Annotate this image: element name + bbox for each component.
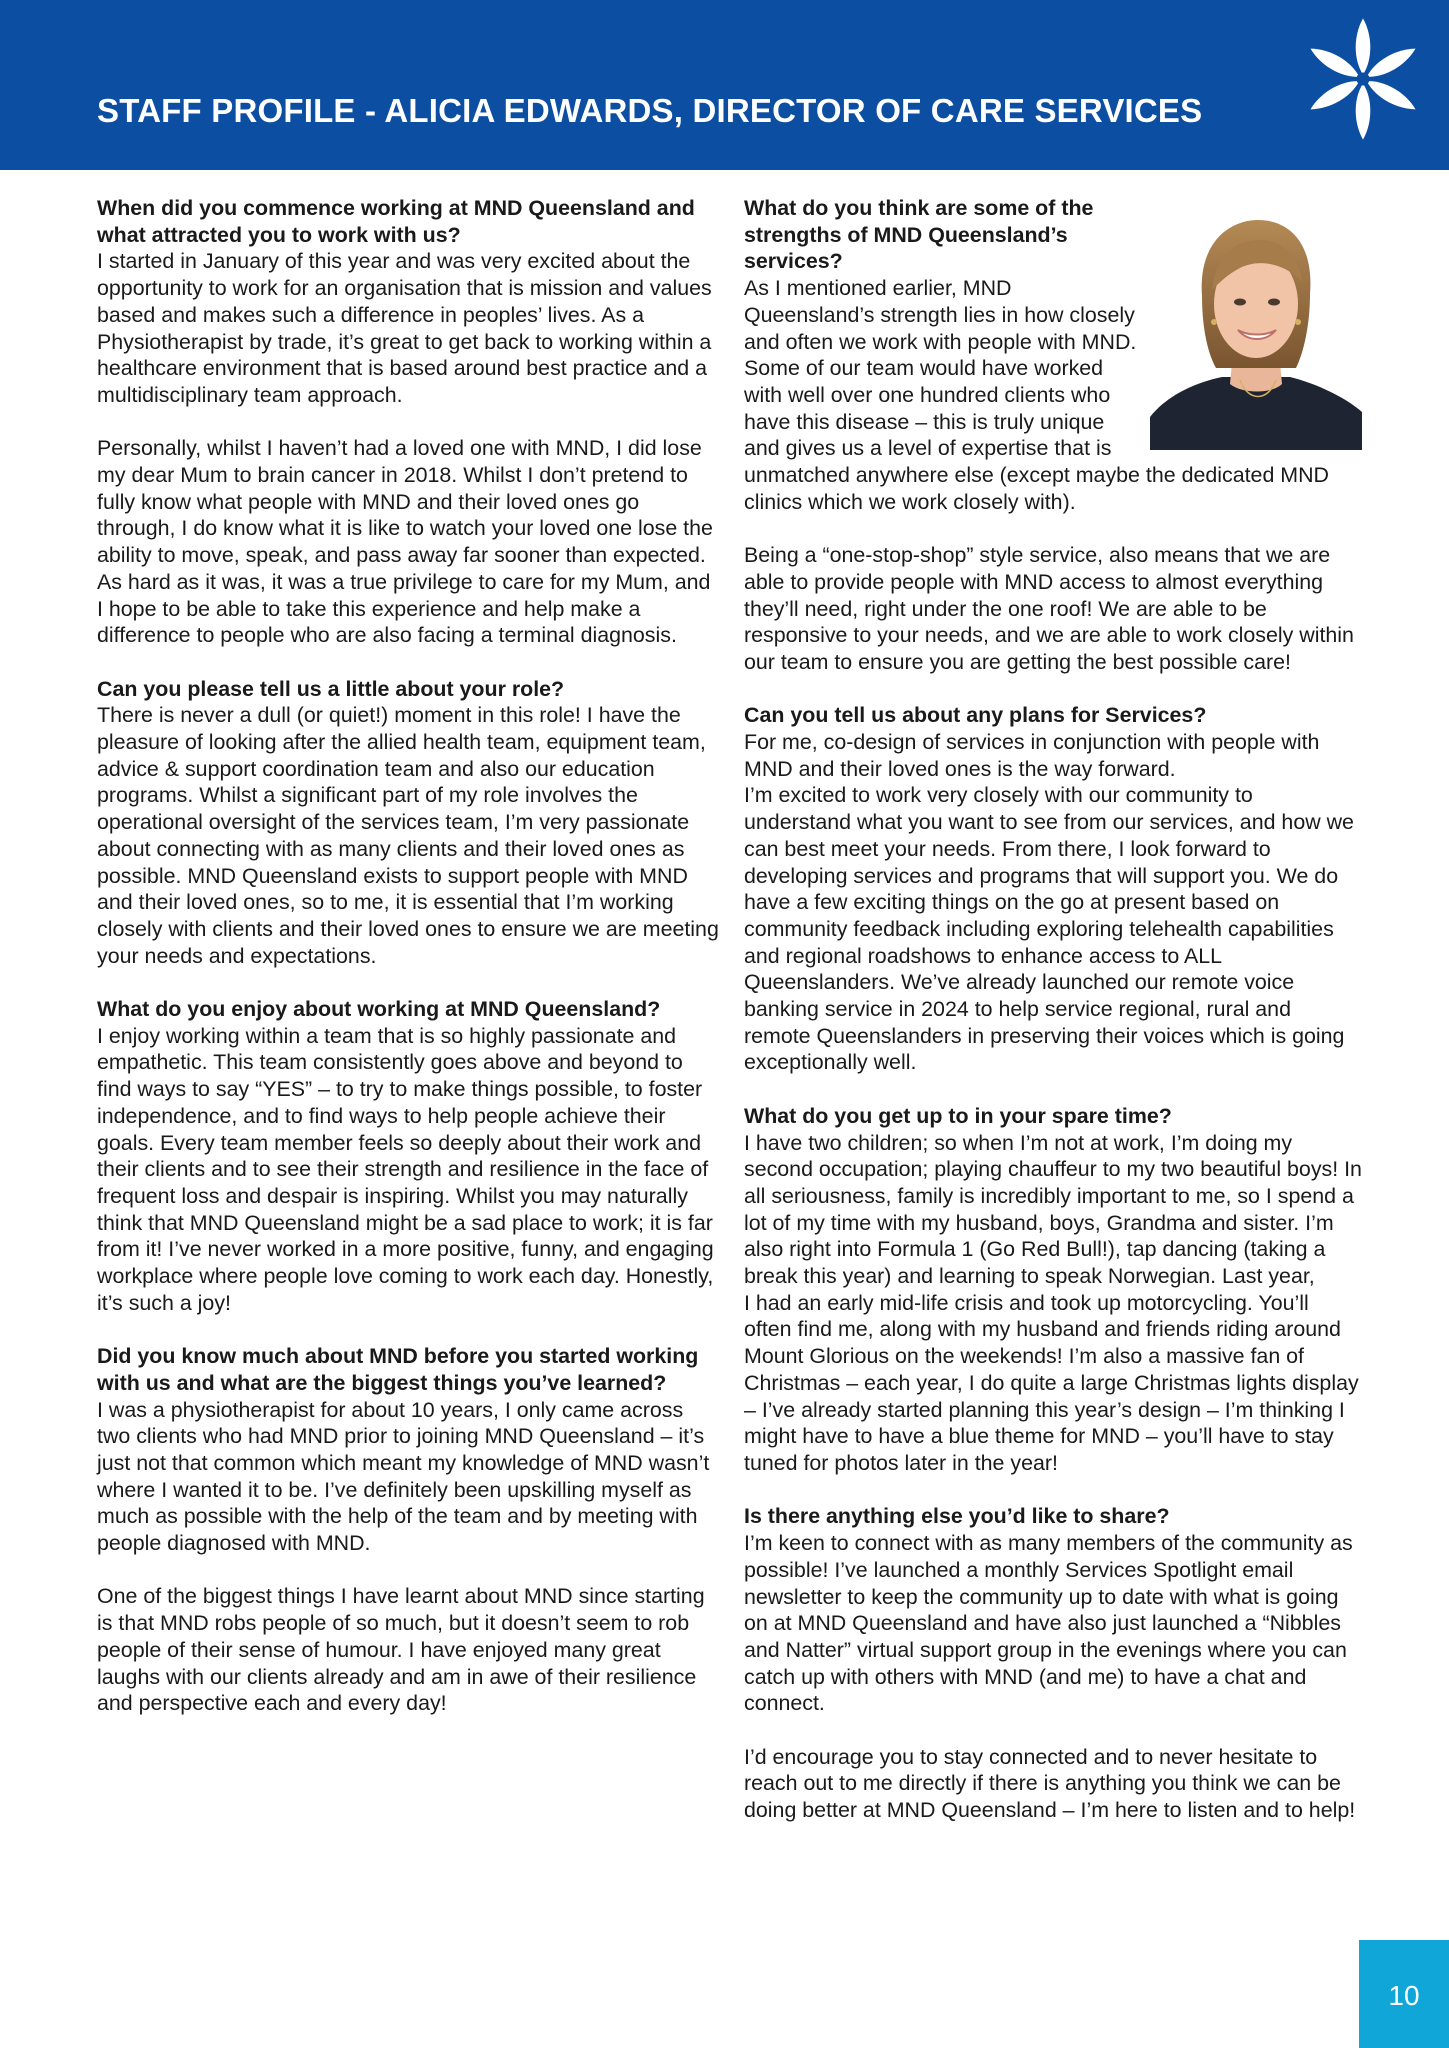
answer-strengths-p2: Being a “one-stop-shop” style service, also means that we are able to provide people with MND access to almost everything they’ll need, right under the one roof! We are able to be responsive to your needs, and we are able to work closely within our team to ensure you are getting the best possible care! bbox=[744, 543, 1354, 674]
right-column bbox=[744, 195, 1362, 1851]
answer-share-p1: I’m keen to connect with as many members of the community as possible! I’ve launched a monthly Services Spotlight email newsletter to keep the community up to date with what is going on at MND Queensland and have also just launched a “Nibbles and Natter” virtual support group in the evenings where you can catch up with others with MND (and me) to have a chat and connect. bbox=[744, 1531, 1353, 1716]
question-role: Can you please tell us a little about your role? bbox=[97, 676, 565, 701]
answer-plans-p2: I’m excited to work very closely with our community to understand what you want to see from our services, and how we can best meet your needs. From there, I look forward to developing services and programs that will support you. We do have a few exciting things on the go at present based on community feedback including exploring telehealth capabilities and regional roadshows to enhance access to ALL Queenslanders. We’ve already launched our remote voice banking service in 2024 to help service regional, rural and remote Queenslanders in preserving their voices which is going exceptionally well. bbox=[744, 783, 1354, 1075]
left-column bbox=[97, 195, 719, 1744]
answer-knowledge-p2: One of the biggest things I have learnt about MND since starting is that MND robs people of so much, but it doesn’t seem to rob people of their sense of humour. I have enjoyed many great laughs with our clients already and am in awe of their resilience and perspective each and every day! bbox=[97, 1584, 705, 1716]
question-plans: Can you tell us about any plans for Services? bbox=[744, 703, 1207, 728]
question-share: Is there anything else you’d like to share? bbox=[744, 1504, 1170, 1529]
answer-spare-time-p1: I have two children; so when I’m not at work, I’m doing my second occupation; playing chauffeur to my two beautiful boys! In all seriousness, family is incredibly important to me, so I spend a lot of my time with my husband, boys, Grandma and sister. I’m also right into Formula 1 (Go Red Bull!), tap dancing (taking a break this year) and learning to speak Norwegian. Last year, bbox=[744, 1130, 1362, 1289]
flower-logo-icon bbox=[1298, 14, 1428, 144]
page-number-tab bbox=[1359, 1940, 1449, 2048]
answer-plans-p1: For me, co-design of services in conjunction with people with MND and their loved ones is the way forward. bbox=[744, 730, 1320, 781]
question-enjoy: What do you enjoy about working at MND Queensland? bbox=[97, 997, 661, 1022]
answer-commence-p2: Personally, whilst I haven’t had a loved one with MND, I did lose my dear Mum to brain cancer in 2018. Whilst I don’t pretend to fully know what people with MND and their loved ones go through, I do know what it is like to watch your loved one lose the ability to move, speak, and pass away far sooner than expected. As hard as it was, it was a true privilege to care for my Mum, and I hope to be able to take this experience and help make a difference to people who are also facing a terminal diagnosis. bbox=[97, 436, 713, 648]
answer-enjoy-p1: I enjoy working within a team that is so highly passionate and empathetic. This team consistently goes above and beyond to find ways to say “YES” – to try to make things possible, to foster independence, and to find ways to help people achieve their goals. Every team member feels so deeply about their work and their clients and to see their strength and resilience in the face of frequent loss and despair is inspiring. Whilst you may naturally think that MND Queensland might be a sad place to work; it is far from it! I’ve never worked in a more positive, funny, and engaging workplace where people love coming to work each day. Honestly, it’s such a joy! bbox=[97, 1023, 714, 1315]
answer-share-p2: I’d encourage you to stay connected and to never hesitate to reach out to me directly if there is anything you think we can be doing better at MND Queensland – I’m here to listen and to help! bbox=[744, 1744, 1356, 1823]
question-commence: When did you commence working at MND Queensland and what attracted you to work with us? bbox=[97, 196, 695, 247]
answer-knowledge-p1: I was a physiotherapist for about 10 years, I only came across two clients who had MND prior to joining MND Queensland – it’s just not that common which meant my knowledge of MND wasn’t where I wanted it to be. I’ve definitely been upskilling myself as much as possible with the help of the team and by meeting with people diagnosed with MND. bbox=[97, 1397, 710, 1556]
answer-spare-time-p2: I had an early mid-life crisis and took up motorcycling. You’ll often find me, along with my husband and friends riding around Mount Glorious on the weekends! I’m also a massive fan of Christmas – each year, I do quite a large Christmas lights display – I’ve already started planning this year’s design – I’m thinking I might have to have a blue theme for MND – you’ll have to stay tuned for photos later in the year! bbox=[744, 1290, 1359, 1475]
answer-commence-p1: I started in January of this year and was very excited about the opportunity to work for an organisation that is mission and values based and makes such a difference in peoples’ lives. As a Physiotherapist by trade, it’s great to get back to working within a healthcare environment that is based around best practice and a multidisciplinary team approach. bbox=[97, 249, 712, 407]
staff-portrait-photo bbox=[1150, 212, 1362, 450]
page-header bbox=[0, 0, 1449, 170]
answer-strengths-p1: As I mentioned earlier, MND Queensland’s strength lies in how closely and often we work with people with MND. Some of our team would have worked with well over one hundred clients who have this disease – this is truly unique and gives us a level of expertise that is unmatched anywhere else (except maybe the dedicated MND clinics which we work closely with). bbox=[744, 276, 1329, 514]
page-title: STAFF PROFILE - ALICIA EDWARDS, DIRECTOR OF CARE SERVICES bbox=[97, 92, 1203, 129]
question-knowledge: Did you know much about MND before you started working with us and what are the biggest things you’ve learned? bbox=[97, 1344, 699, 1395]
answer-role-p1: There is never a dull (or quiet!) moment in this role! I have the pleasure of looking after the allied health team, equipment team, advice & support coordination team and also our education programs. Whilst a significant part of my role involves the operational oversight of the services team, I’m very passionate about connecting with as many clients and their loved ones as possible. MND Queensland exists to support people with MND and their loved ones, so to me, it is essential that I’m working closely with clients and their loved ones to ensure we are meeting your needs and expectations. bbox=[97, 703, 719, 968]
page-number: 10 bbox=[1388, 1980, 1420, 2011]
question-spare-time: What do you get up to in your spare time? bbox=[744, 1103, 1172, 1128]
question-strengths: What do you think are some of the strengths of MND Queensland’s services? bbox=[744, 196, 1094, 274]
